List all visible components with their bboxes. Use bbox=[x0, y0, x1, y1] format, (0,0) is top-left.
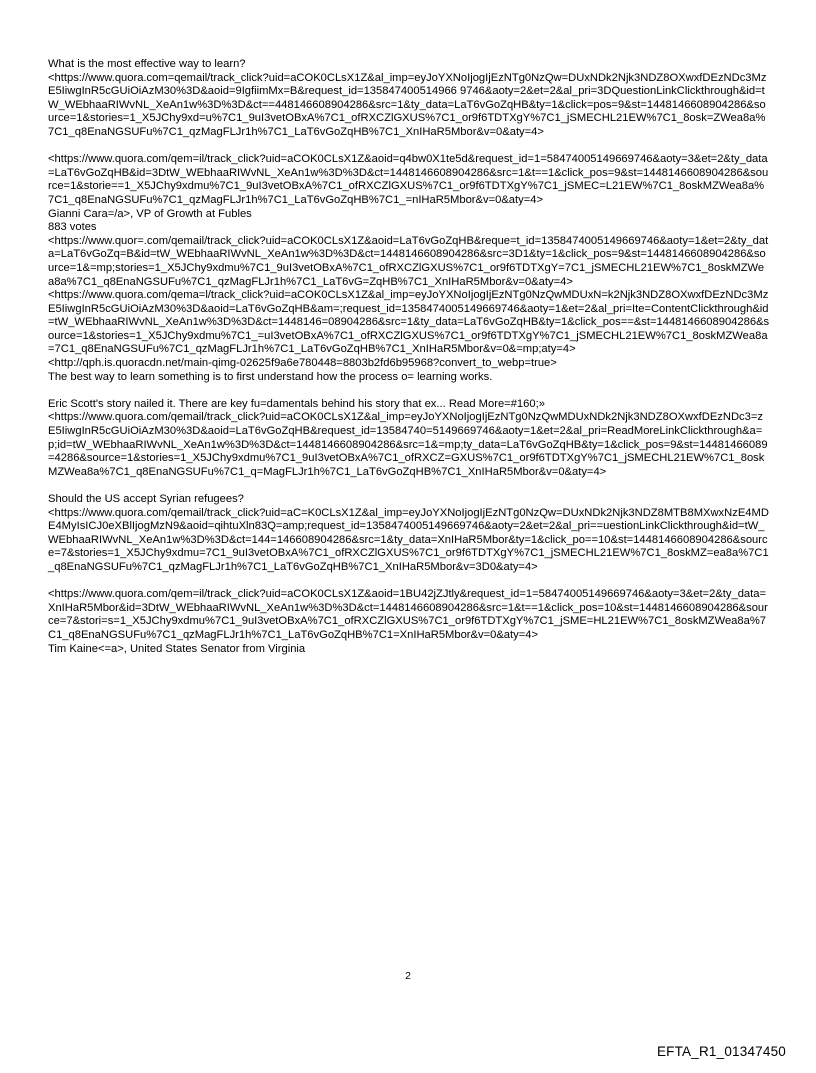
tracking-link[interactable]: <https://www.quora.com/qema=l/track_click?uid=aCOK0CLsX1Z&al_imp=eyJoYXNoIjogIjEzNTg0NzQwMDUxN=k2Njk3NDZ8OXwxfDEzNDc3MzE5IiwgInR5cGUiOiAzM30%3D&aoid=LaT6vGoZqHB&am=;request_id=1358474005149669746&aoty=1&et=2&al_pri=Ite=ContentClickthrough&id=tW_WEbhaaRIWvNL_XeAn1w%3D%3D&ct=1448146=08904286&src=1&ty_data=LaT6vGoZqHB&ty=1&click_pos==&st=1448146608904286&source=1&stories=1_X5JChy9xdmu%7C1_=uI3vetOBxA%7C1_ofRXCZlGXUS%7C1_or9f6TDTXgY%7C1_jSMECHL21EW%7C1_8oskMZWea8a=7C1_q8EnaNGSUFu%7C1_qzMagFLJr1h%7C1_LaT6vGoZqHB%7C1_XnIHaR5Mbor&v=0&=mp;aty=4> bbox=[48, 289, 770, 356]
paragraph-gap bbox=[48, 140, 770, 154]
page-number: 2 bbox=[405, 970, 411, 982]
tracking-link[interactable]: <https://www.quora.com/qem=il/track_click?uid=aCOK0CLsX1Z&aoid=1BU42jZJtly&request_id=1=58474005149669746&aoty=3&et=2&ty_data=XnIHaR5Mbor&id=3DtW_WEbhaaRIWvNL_XeAn1w%3D%3D&ct=1448146608904286&src=1&t==1&click_pos=10&st=1448146608904286&source=7&stori=s=1_X5JChy9xdmu%7C1_9uI3vetOBxA%7C1_ofRXCZlGXUS%7C1_or9f6TDTXgY%7C1_jSME=HL21EW%7C1_8oskMZWea8a%7C1_q8EnaNGSUFu%7C1_qzMagFLJr1h%7C1_LaT6vGoZqHB%7C1=XnIHaR5Mbor&v=0&aty=4> bbox=[48, 588, 768, 641]
paragraph-gap bbox=[48, 575, 770, 589]
vote-count: 883 votes bbox=[48, 221, 97, 234]
read-more-link[interactable]: <https://www.quora.com/qemail/track_click?uid=aCOK0CLsX1Z&al_imp=eyJoYXNoIjogIjEzNTg0NzQwMDUxNDk2Njk3NDZ8OXwxfDEzNDc3=zE5IiwgInR5cGUiOiAzM30%3D&aoid=LaT6vGoZqHB&request_id=13584740=5149669746&aoty=1&et=2&al_pri=ReadMoreLinkClickthrough&a=p;id=tW_WEbhaaRIWvNL_XeAn1w%3D%3D&ct=1448146608904286&src=1&=mp;ty_data=LaT6vGoZqHB&ty=1&click_pos=9&st=14481466089=4286&source=1&stories=1_X5JChy9xdmu%7C1_9uI3vetOBxA%7C1_ofRXCZ=GXUS%7C1_or9f6TDTXgY%7C1_jSMECHL21EW%7C1_8oskMZWea8a%7C1_q8EnaNGSUFu%7C1_q=MagFLJr1h%7C1_LaT6vGoZqHB%7C1_XnIHaR5Mbor&v=0&aty=4> bbox=[48, 411, 768, 478]
question-title: What is the most effective way to learn? bbox=[48, 58, 246, 70]
image-link[interactable]: <http://qph.is.quoracdn.net/main-qimg-02625f9a6e780448=8803b2fd6b95968?convert_to_webp=true> bbox=[48, 357, 557, 370]
tracking-link[interactable]: <https://www.quor=.com/qemail/track_click?uid=aCOK0CLsX1Z&aoid=LaT6vGoZqHB&reque=t_id=1358474005149669746&aoty=1&et=2&ty_data=LaT6vGoZq=B&id=tW_WEbhaaRIWvNL_XeAn1w%3D%3D&ct=1448146608904286&src=3D1&ty=1&click_pos=9&st=1448146608904286&source=1&=mp;stories=1_X5JChy9xdmu%7C1_9uI3vetOBxA%7C1_ofRXCZlGXUS%7C1_or9f6TDTXgY=7C1_jSMECHL21EW%7C1_8oskMZWea8a%7C1_q8EnaNGSUFu%7C1_qzMagFLJr1h%7C1_LaT6vG=ZqHB%7C1_XnIHaR5Mbor&v=0&aty=4> bbox=[48, 234, 769, 288]
document-body bbox=[48, 58, 770, 656]
answer-text: The best way to learn something is to first understand how the process o= learning works. bbox=[48, 370, 493, 383]
author-line: Gianni Cara=/a>, VP of Growth at Fubles bbox=[48, 207, 252, 220]
tracking-link[interactable]: <https://www.quora.com/qemail/track_click?uid=aC=K0CLsX1Z&al_imp=eyJoYXNoIjogIjEzNTg0NzQw=DUxNDk2Njk3NDZ8MTB8MXwxNzE4MDE4MyIsICJ0eXBlIjogMzN9&aoid=qihtuXln83Q=amp;request_id=1358474005149669746&aoty=2&et=2&al_pri==uestionLinkClickthrough&id=tW_WEbhaaRIWvNL_XeAn1w%3D%3D&ct=144=146608904286&src=1&ty_data=XnIHaR5Mbor&ty=1&click_po==10&st=1448146608904286&source=7&stories=1_X5JChy9xdmu=7C1_9uI3vetOBxA%7C1_ofRXCZlGXUS%7C1_or9f6TDTXgY%7C1_jSMECHL21EW%7C1_8oskMZ=ea8a%7C1_q8EnaNGSUFu%7C1_qzMagFLJr1h%7C1_LaT6vGoZqHB%7C1_XnIHaR5Mbor&v=3D0&aty=4> bbox=[48, 506, 769, 573]
question-title: Should the US accept Syrian refugees? bbox=[48, 493, 244, 505]
paragraph-gap bbox=[48, 384, 770, 398]
paragraph-gap bbox=[48, 479, 770, 493]
tracking-link[interactable]: <https://www.quora.com=qemail/track_click?uid=aCOK0CLsX1Z&al_imp=eyJoYXNoIjogIjEzNTg0NzQw=DUxNDk2Njk3NDZ8OXwxfDEzNDc3MzE5IiwgInR5cGUiOiAzM30%3D&aoid=9IgfiimMx=B&request_id=135847400514966 9746&aoty=2&et=2&al_pri=3DQuestionLinkClickthrough&id=tW_WEbhaaRIWvNL_XeAn1w%3D%3D&ct==448146608904286&src=1&ty_data=LaT6vGoZqHB&ty=1&click=pos=9&st=1448146608904286&source=1&stories=1_X5JChy9xd=u%7C1_9uI3vetOBxA%7C1_ofRXCZlGXUS%7C1_or9f6TDTXgY%7C1_jSMECHL21EW%7C1_8osk=ZWea8a%7C1_q8EnaNGSUFu%7C1_qzMagFLJr1h%7C1_LaT6vGoZqHB%7C1_XnIHaR5Mbor&v=0&aty=4> bbox=[48, 71, 767, 138]
tracking-link[interactable]: <https://www.quora.com/qem=il/track_click?uid=aCOK0CLsX1Z&aoid=q4bw0X1te5d&request_id=1=58474005149669746&aoty=3&et=2&ty_data=LaT6vGoZqHB&id=3DtW_WEbhaaRIWvNL_XeAn1w%3D%3D&ct=1448146608904286&src=1&t==1&click_pos=9&st=1448146608904286&source=1&storie==1_X5JChy9xdmu%7C1_9uI3vetOBxA%7C1_ofRXCZlGXUS%7C1_or9f6TDTXgY%7C1_jSMEC=L21EW%7C1_8oskMZWea8a%7C1_q8EnaNGSUFu%7C1_qzMagFLJr1h%7C1_LaT6vGoZqHB%7C1_=nIHaR5Mbor&v=0&aty=4> bbox=[48, 153, 769, 206]
author-line: Tim Kaine<=a>, United States Senator from Virginia bbox=[48, 642, 306, 655]
answer-excerpt: Eric Scott's story nailed it. There are key fu=damentals behind his story that ex... Read More=#160;» bbox=[48, 397, 545, 410]
document-id: EFTA_R1_01347450 bbox=[656, 1044, 786, 1059]
